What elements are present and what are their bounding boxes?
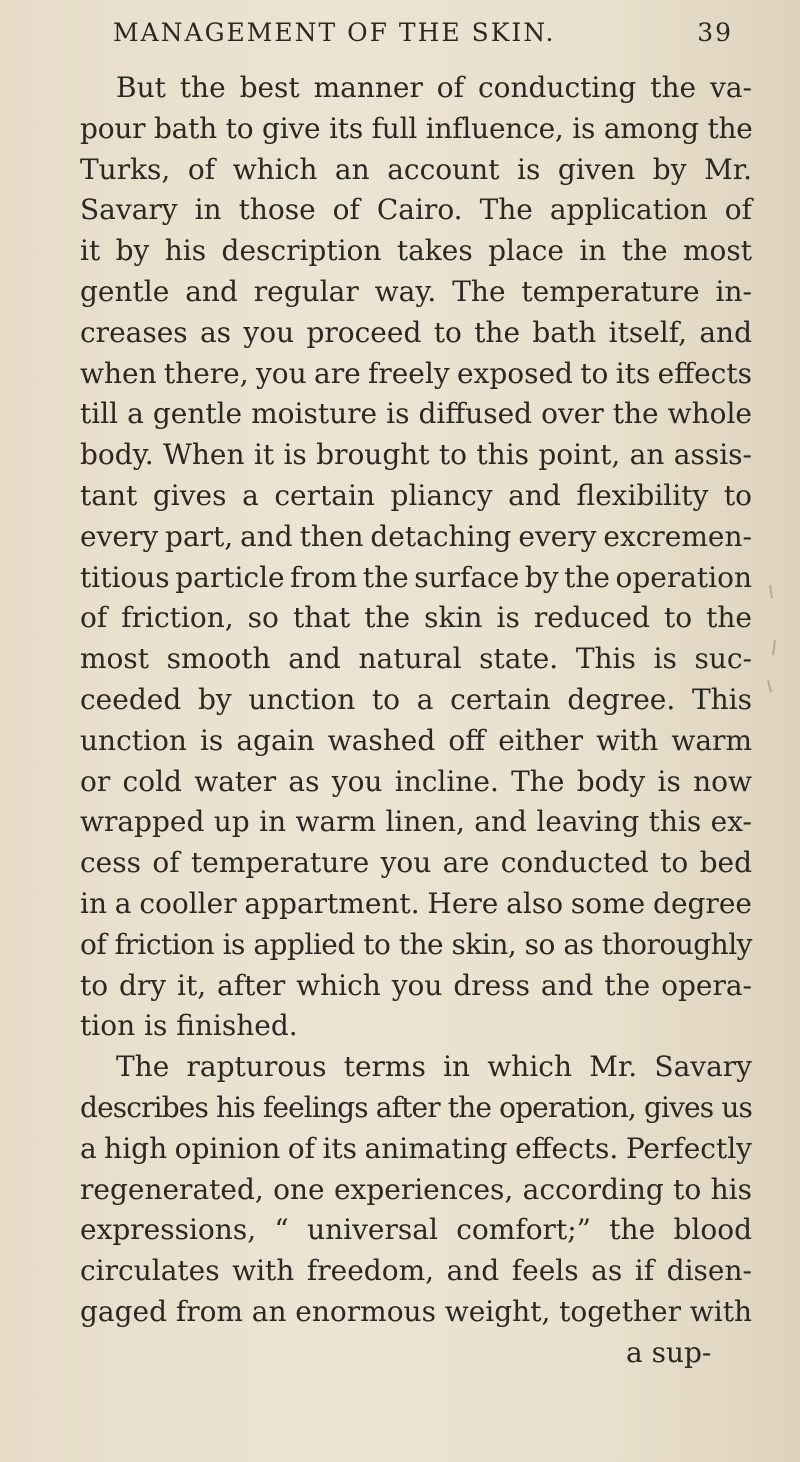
page-header	[113, 18, 733, 62]
text-line: every part, and then detaching every excremen-	[80, 519, 752, 553]
text-line: body. When it is brought to this point, an assis-	[80, 438, 752, 472]
text-line: But the best manner of conducting the va-	[116, 71, 752, 104]
text-line: creases as you proceed to the bath itself, and	[80, 315, 752, 349]
text-line: it by his description takes place in the most	[80, 234, 752, 268]
text-line: to dry it, after which you dress and the opera-	[80, 968, 752, 1002]
text-line: unction is again washed off either with warm	[80, 723, 752, 757]
text-line: expressions, “ universal comfort;” the blood	[80, 1213, 752, 1247]
text-line: pour bath to give its full influence, is among the	[80, 111, 753, 145]
text-line: when there, you are freely exposed to its effects	[80, 356, 752, 390]
text-line: most smooth and natural state. This is suc-	[80, 642, 752, 676]
text-line: The rapturous terms in which Mr. Savary	[116, 1050, 752, 1084]
page-number: 39	[697, 18, 733, 47]
text-line: gaged from an enormous weight, together with	[80, 1295, 752, 1328]
text-line: gentle and regular way. The temperature in-	[80, 275, 752, 308]
text-line: Turks, of which an account is given by Mr.	[80, 152, 752, 186]
text-line: of friction, so that the skin is reduced to the	[80, 601, 752, 635]
text-line: or cold water as you incline. The body is now	[80, 764, 752, 798]
text-line: a high opinion of its animating effects. Perfectly	[80, 1131, 752, 1165]
text-line: tant gives a certain pliancy and flexibility to	[80, 479, 752, 512]
text-line: Savary in those of Cairo. The application of	[80, 193, 752, 227]
text-line: in a cooller appartment. Here also some degree	[80, 887, 752, 920]
text-line: circulates with freedom, and feels as if disen-	[80, 1254, 752, 1288]
text-line: till a gentle moisture is diffused over the whole	[80, 397, 752, 431]
margin-smudge	[750, 580, 790, 700]
text-line: of friction is applied to the skin, so as thoroughly	[80, 927, 753, 961]
text-line: a sup-	[626, 1335, 712, 1369]
text-line: describes his feelings after the operation, gives us	[80, 1091, 753, 1124]
text-line: regenerated, one experiences, according to his	[80, 1172, 752, 1206]
text-line: wrapped up in warm linen, and leaving this ex-	[80, 805, 752, 839]
text-line: cess of temperature you are conducted to bed	[80, 846, 752, 880]
running-head: MANAGEMENT OF THE SKIN.	[113, 18, 556, 47]
text-line: ceeded by unction to a certain degree. This	[80, 683, 752, 716]
text-line: tion is finished.	[80, 1009, 298, 1043]
text-line: titious particle from the surface by the operation	[80, 560, 752, 594]
